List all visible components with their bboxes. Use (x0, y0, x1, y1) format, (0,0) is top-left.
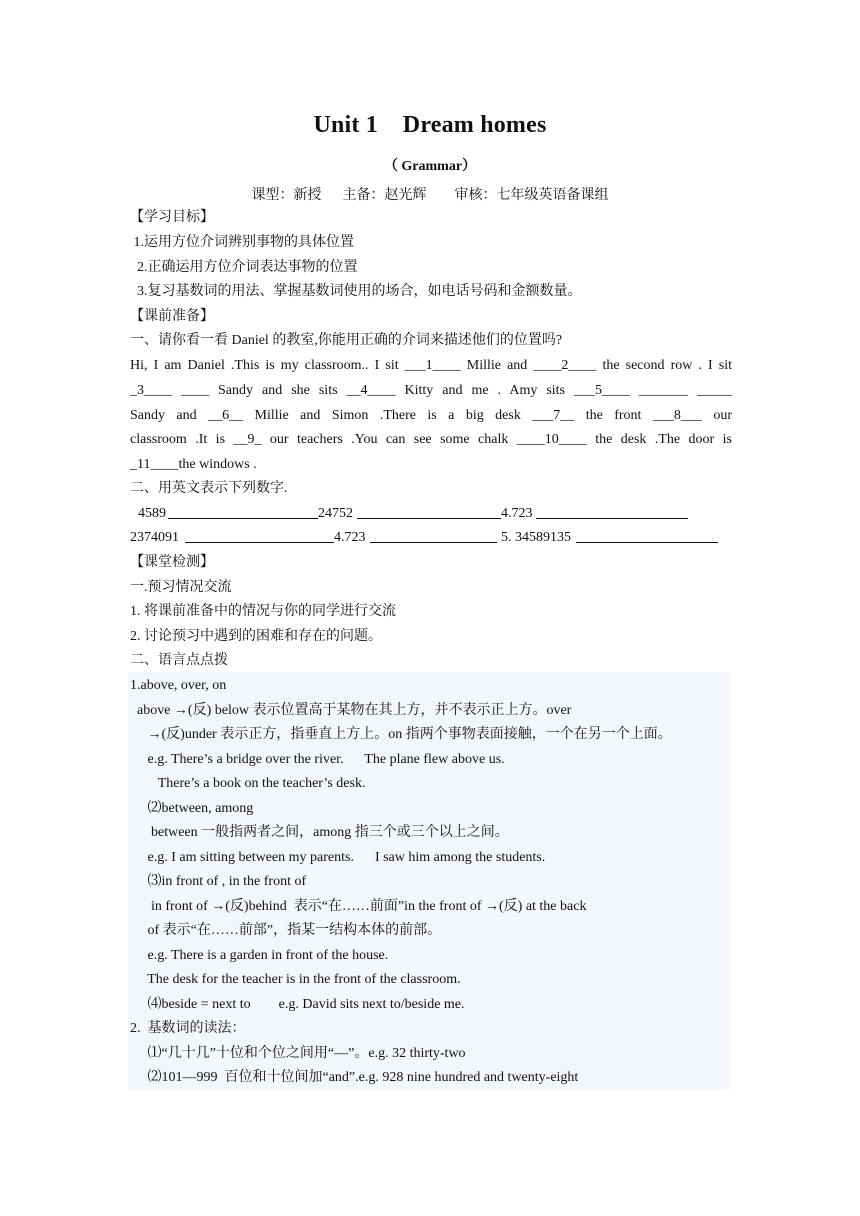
answer-blank[interactable] (185, 528, 334, 550)
number-prompt: 4.723 (334, 530, 366, 545)
passage-line: classroom .It is __9_ our teachers .You can see some chalk ____10____ the desk .The door is (130, 432, 732, 447)
number-prompt: 24752 (318, 506, 353, 521)
note-line: of 表示“在……前部”，指某一结构本体的前部。 (130, 923, 442, 938)
classroom-heading: 【课堂检测】 (130, 555, 214, 570)
page-title: Unit 1 Dream homes (313, 112, 547, 138)
number-prompt: 2374091 (130, 530, 179, 545)
passage-line: Hi, I am Daniel .This is my classroom.. I sit ___1____ Millie and ____2____ the second row . I sit (130, 358, 732, 373)
answer-blank[interactable] (576, 528, 718, 550)
note-line: e.g. I am sitting between my parents. I saw him among the students. (130, 850, 546, 865)
note-line: 1.above, over, on (130, 678, 227, 693)
objective-item: 1.运用方位介词辨别事物的具体位置 (130, 235, 354, 250)
answer-blank[interactable] (357, 504, 501, 526)
objectives-heading: 【学习目标】 (130, 210, 214, 225)
note-line: above →(反) below 表示位置高于某物在其上方，并不表示正上方。over (130, 703, 572, 718)
lesson-meta: 课型：新授 主备：赵光辉 审核：七年级英语备课组 (251, 188, 609, 203)
passage-line: Sandy and __6__ Millie and Simon .There is a big desk ___7__ the front ___8___ our (130, 408, 732, 423)
note-line: between 一般指两者之间，among 指三个或三个以上之间。 (130, 825, 509, 840)
number-prompt: 5. 34589135 (501, 530, 571, 545)
passage-line: _3____ ____ Sandy and she sits __4____ Kitty and me . Amy sits ___5____ _______ _____ (130, 383, 732, 398)
note-line: e.g. There’s a bridge over the river. The plane flew above us. (130, 752, 505, 767)
note-line: →(反)under 表示正方，指垂直上方上。on 指两个事物表面接触，一个在另一个上面。 (130, 727, 672, 742)
answer-blank[interactable] (168, 504, 318, 526)
number-prompt: 4.723 (501, 506, 533, 521)
preparation-heading: 【课前准备】 (130, 309, 214, 324)
page-subtitle: （ Grammar） (383, 159, 477, 174)
classroom-part1-item: 1. 将课前准备中的情况与你的同学进行交流 (130, 604, 396, 619)
note-line: e.g. There is a garden in front of the house. (130, 948, 389, 963)
note-line: The desk for the teacher is in the front of the classroom. (130, 972, 461, 987)
note-line: in front of →(反)behind 表示“在……前面”in the front of →(反) at the back (130, 899, 587, 914)
note-line: ⑶in front of , in the front of (130, 874, 307, 889)
classroom-part1-title: 一.预习情况交流 (130, 580, 232, 595)
passage-line: _11____the windows . (130, 457, 257, 472)
answer-blank[interactable] (370, 528, 497, 550)
part1-title: 一、请你看一看 Daniel 的教室,你能用正确的介词来描述他们的位置吗? (130, 333, 563, 348)
part2-title: 二、用英文表示下列数字. (130, 481, 288, 496)
note-line: 2. 基数词的读法： (130, 1021, 246, 1036)
number-prompt: 4589 (138, 506, 166, 521)
classroom-part2-title: 二、语言点点拨 (130, 653, 228, 668)
classroom-part1-item: 2. 讨论预习中遇到的困难和存在的问题。 (130, 629, 382, 644)
note-line: ⑷beside = next to e.g. David sits next to/beside me. (130, 997, 465, 1012)
note-line: ⑵between, among (130, 801, 254, 816)
note-line: ⑴“几十几”十位和个位之间用“—”。e.g. 32 thirty-two (130, 1046, 466, 1061)
objective-item: 2.正确运用方位介词表达事物的位置 (130, 260, 358, 275)
answer-blank[interactable] (536, 504, 688, 526)
note-line: There’s a book on the teacher’s desk. (130, 776, 366, 791)
objective-item: 3.复习基数词的用法、掌握基数词使用的场合，如电话号码和金额数量。 (130, 284, 582, 299)
note-line: ⑵101—999 百位和十位间加“and”.e.g. 928 nine hundred and twenty-eight (130, 1070, 579, 1085)
